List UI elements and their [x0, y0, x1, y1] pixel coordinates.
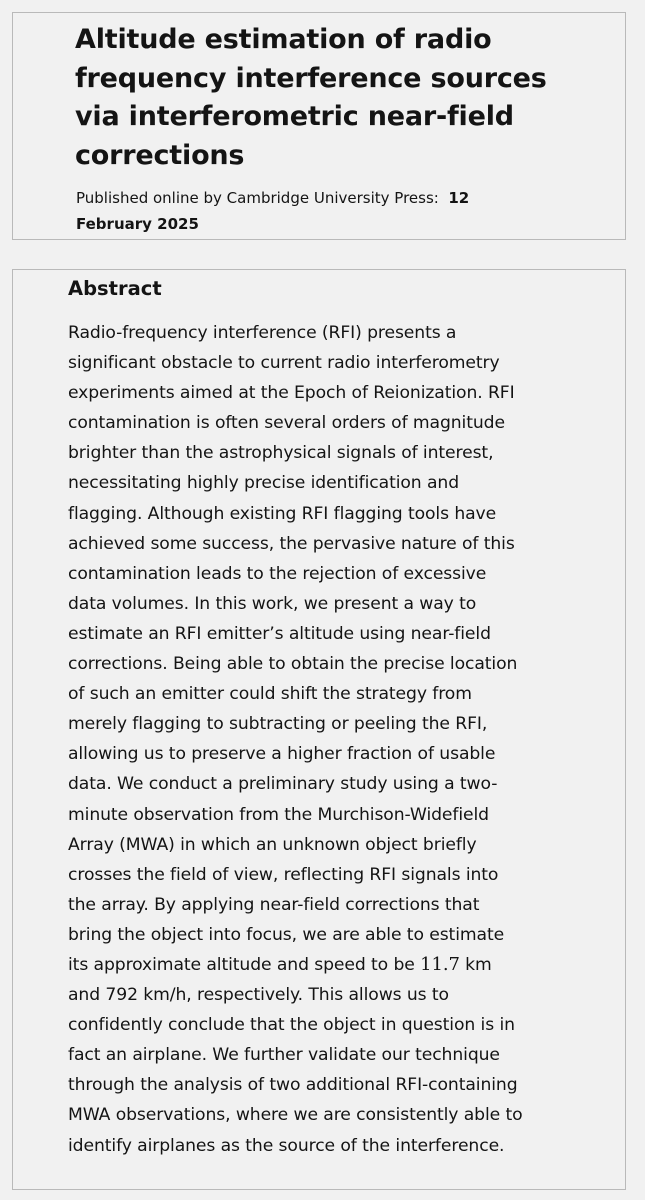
abstract-line: bring the object into focus, we are able to estimate — [68, 924, 505, 945]
abstract-line: minute observation from the Murchison-Widefield — [68, 804, 489, 825]
article-header-card — [12, 12, 626, 240]
abstract-line: corrections. Being able to obtain the precise location — [68, 654, 518, 675]
altitude-value: 11.7 — [420, 953, 460, 975]
abstract-line: and 792 km/h, respectively. This allows us to — [68, 985, 449, 1006]
abstract-line: of such an emitter could shift the strategy from — [68, 684, 472, 705]
abstract-line: significant obstacle to current radio interferometry — [68, 353, 500, 374]
publication-info — [76, 185, 536, 237]
published-date-day: 12 — [448, 189, 470, 207]
abstract-line: crosses the field of view, reflecting RFI signals into — [68, 864, 499, 885]
abstract-line-with-altitude — [68, 950, 560, 980]
article-title-line: frequency interference sources — [75, 62, 547, 94]
abstract-line: experiments aimed at the Epoch of Reionization. RFI — [68, 383, 515, 404]
abstract-line: identify airplanes as the source of the interference. — [68, 1135, 505, 1156]
abstract-line-text: its approximate altitude and speed to be — [68, 954, 415, 975]
published-label: Published online by Cambridge University Press: — [76, 189, 439, 207]
abstract-line: fact an airplane. We further validate our technique — [68, 1045, 500, 1066]
article-title-line: Altitude estimation of radio — [75, 24, 492, 55]
abstract-line: contamination leads to the rejection of excessive — [68, 563, 487, 584]
abstract-line: estimate an RFI emitter’s altitude using near-field — [68, 623, 491, 644]
abstract-line: MWA observations, where we are consistently able to — [68, 1105, 523, 1126]
abstract-line: Array (MWA) in which an unknown object briefly — [68, 834, 477, 855]
abstract-line: the array. By applying near-field corrections that — [68, 894, 480, 915]
abstract-line: contamination is often several orders of magnitude — [68, 413, 505, 434]
article-title-line: via interferometric near-field — [75, 101, 514, 132]
abstract-text — [68, 318, 560, 1161]
published-date-month-year: February 2025 — [76, 215, 199, 233]
article-title — [75, 21, 605, 175]
altitude-unit: km — [459, 954, 492, 975]
abstract-line: achieved some success, the pervasive nature of this — [68, 533, 515, 554]
abstract-line: confidently conclude that the object in question is in — [68, 1015, 515, 1036]
abstract-line: data volumes. In this work, we present a way to — [68, 593, 477, 614]
article-title-line: corrections — [75, 139, 245, 171]
abstract-heading: Abstract — [68, 277, 162, 300]
abstract-line: Radio-frequency interference (RFI) presents a — [68, 323, 457, 343]
abstract-line: allowing us to preserve a higher fraction of usable — [68, 744, 496, 765]
abstract-line: flagging. Although existing RFI flagging tools have — [68, 503, 497, 524]
abstract-line: brighter than the astrophysical signals of interest, — [68, 443, 494, 464]
abstract-line: necessitating highly precise identification and — [68, 473, 459, 494]
abstract-line: merely flagging to subtracting or peeling the RFI, — [68, 714, 488, 735]
abstract-line: through the analysis of two additional RFI-containing — [68, 1075, 518, 1096]
abstract-line: data. We conduct a preliminary study using a two- — [68, 774, 498, 795]
abstract-card — [12, 269, 626, 1190]
